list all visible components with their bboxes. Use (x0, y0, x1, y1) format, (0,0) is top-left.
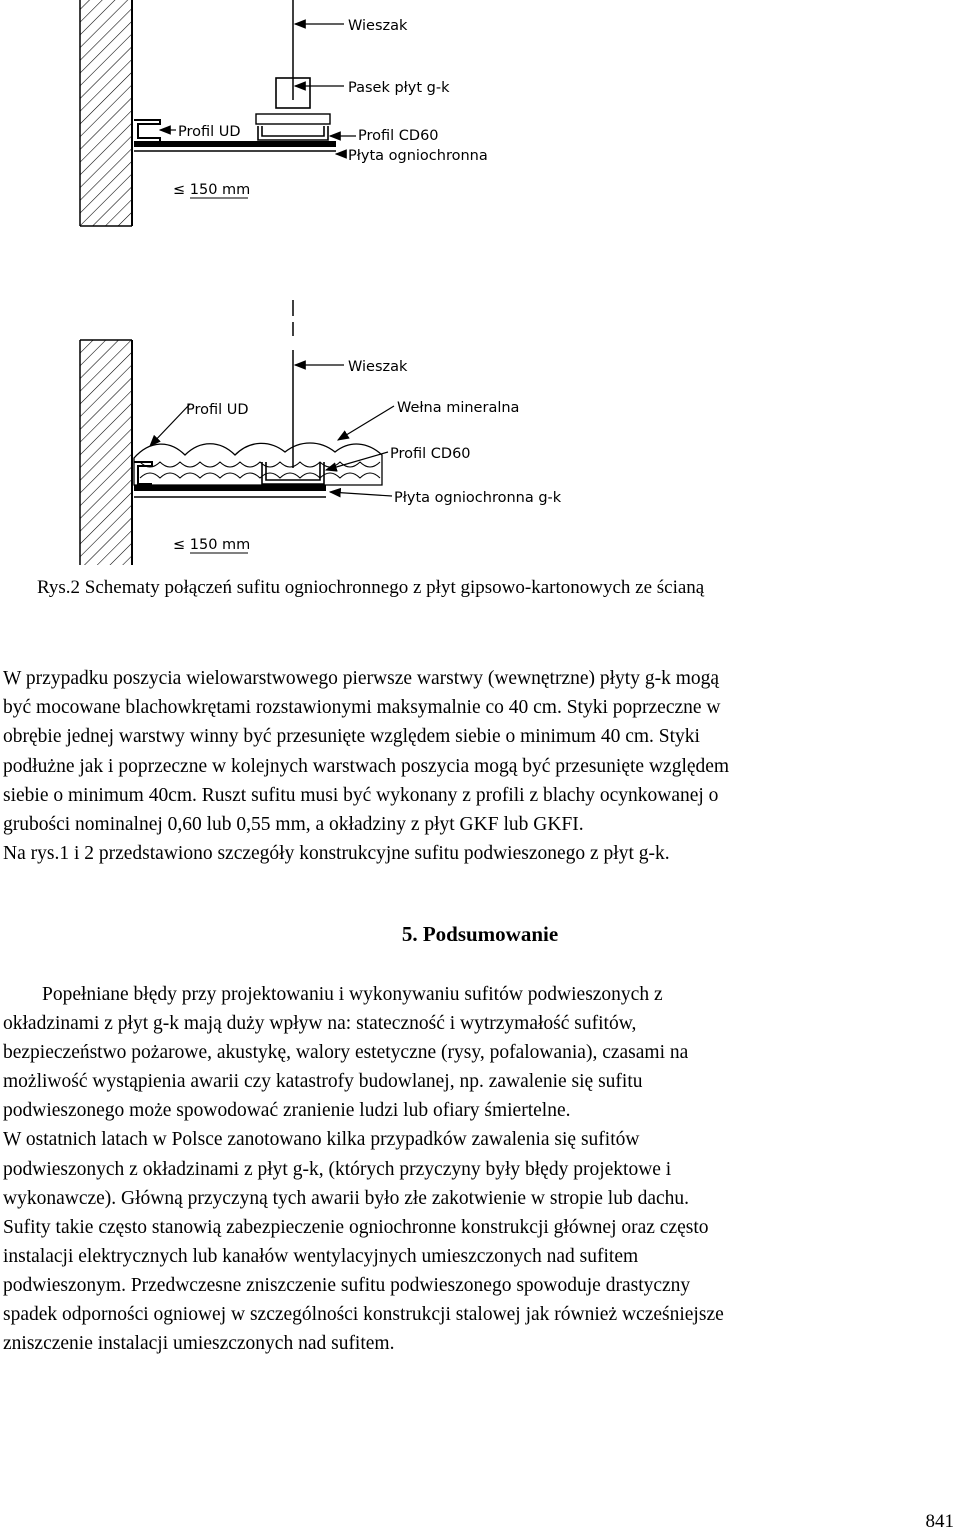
top-detail (80, 0, 488, 226)
text-line: spadek odporności ogniowej w szczególności konstrukcji stalowej jak również wcześniejsze (3, 1304, 724, 1326)
construction-drawing (0, 0, 960, 575)
text-line: zniszczenie instalacji umieszczonych nad sufitem. (3, 1333, 395, 1355)
text-line: podłużne jak i poprzeczne w kolejnych warstwach poszycia mogą być przesunięte względem (3, 755, 730, 777)
top-label-ud: Profil UD (178, 124, 241, 140)
text-line: podwieszonego może spowodować zranienie ludzi lub ofiary śmiertelne. (3, 1100, 571, 1122)
top-label-hanger: Wieszak (348, 18, 408, 34)
top-cd-profile (258, 126, 328, 140)
top-fire-board (134, 141, 336, 147)
text-line: W przypadku poszycia wielowarstwowego pierwsze warstwy (wewnętrzne) płyty g-k mogą (3, 668, 720, 689)
top-wall-hatch (80, 0, 132, 226)
section-heading: 5. Podsumowanie (401, 922, 559, 946)
text-line: W ostatnich latach w Polsce zanotowano kilka przypadków zawalenia się sufitów (3, 1129, 640, 1151)
text-line: być mocowane blachowkrętami rozstawionymi maksymalnie co 40 cm. Styki poprzeczne w (3, 697, 721, 719)
page-number: 841 (925, 1511, 954, 1532)
paragraph-multilayer (3, 664, 955, 868)
text-line: instalacji elektrycznych lub kanałów wentylacyjnych umieszczonych nad sufitem (3, 1245, 639, 1267)
figure-caption: Rys.2 Schematy połączeń sufitu ogniochronnego z płyt gipsowo-kartonowych ze ścianą (37, 577, 705, 598)
text-line: grubości nominalnej 0,60 lub 0,55 mm, a okładziny z płyt GKF lub GKFI. (3, 814, 584, 836)
bottom-wall-hatch (80, 340, 132, 565)
text-line: siebie o minimum 40cm. Ruszt sufitu musi być wykonany z profili z blachy ocynkowanej o (3, 784, 719, 806)
bottom-label-cd: Profil CD60 (390, 446, 471, 462)
top-label-spacing: ≤ 150 mm (173, 182, 251, 198)
text-line: Sufity takie często stanowią zabezpieczenie ogniochronne konstrukcji głównej oraz często (3, 1216, 709, 1238)
text-line: wykonawcze). Główną przyczyną tych awarii było złe zakotwienie w stropie lub dachu. (3, 1187, 690, 1209)
top-label-strip: Pasek płyt g-k (348, 80, 450, 96)
bottom-label-board: Płyta ogniochronna g-k (394, 490, 562, 506)
text-line: podwieszonym. Przedwczesne zniszczenie sufitu podwieszonego spowoduje drastyczny (3, 1274, 691, 1296)
top-ud-profile (134, 120, 160, 142)
bottom-label-ud: Profil UD (186, 402, 249, 418)
bottom-label-wool: Wełna mineralna (397, 400, 520, 416)
top-label-cd: Profil CD60 (358, 128, 439, 144)
bottom-label-hanger: Wieszak (348, 359, 408, 375)
bottom-label-spacing: ≤ 150 mm (173, 537, 251, 553)
text-line: możliwość wystąpienia awarii czy katastrofy budowlanej, np. zawalenie się sufitu (3, 1071, 643, 1093)
top-label-board: Płyta ogniochronna (348, 148, 488, 164)
text-line: okładzinami z płyt g-k mają duży wpływ na: stateczność i wytrzymałość sufitów, (3, 1013, 637, 1035)
paragraph-summary (3, 980, 955, 1358)
text-line: Na rys.1 i 2 przedstawiono szczegóły konstrukcyjne sufitu podwieszonego z płyt g-k. (3, 843, 670, 865)
bottom-detail (80, 300, 562, 565)
top-strip (256, 114, 330, 124)
bottom-fire-board (134, 485, 326, 491)
text-line: obrębie jednej warstwy winny być przesunięte względem siebie o minimum 40 cm. Styki (3, 726, 700, 748)
text-line: podwieszonych z okładzinami z płyt g-k, (których przyczyny były błędy projektowe i (3, 1158, 672, 1180)
text-line: bezpieczeństwo pożarowe, akustykę, walory estetyczne (rysy, pofalowania), czasami na (3, 1042, 689, 1064)
text-line: Popełniane błędy przy projektowaniu i wykonywaniu sufitów podwieszonych z (3, 984, 663, 1005)
